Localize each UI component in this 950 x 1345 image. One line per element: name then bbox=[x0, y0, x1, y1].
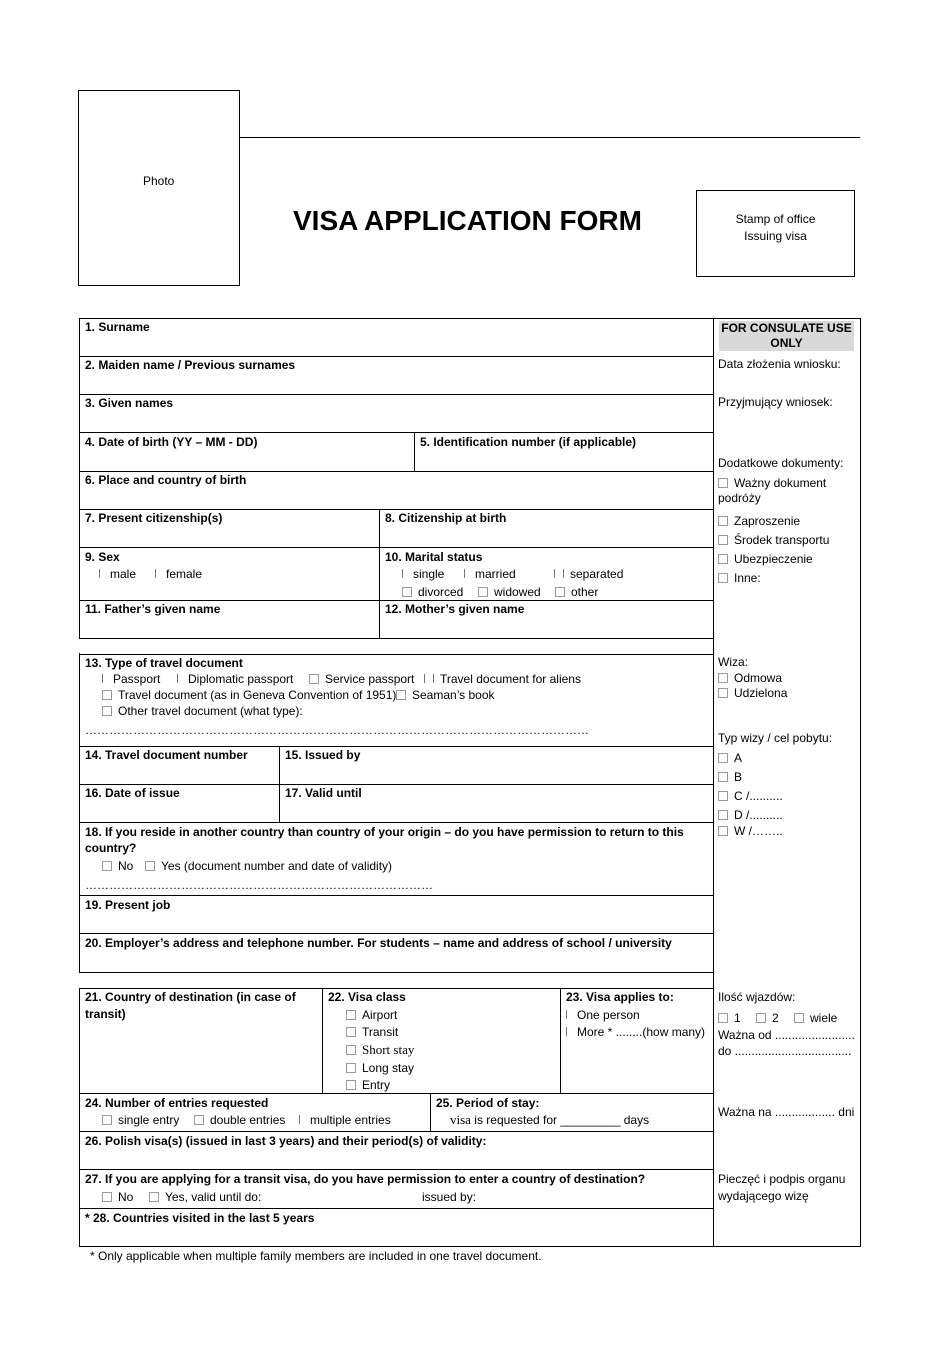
field-period-of-stay: 25. Period of stay: bbox=[436, 1096, 540, 1110]
header-rule bbox=[240, 137, 860, 138]
doc-passport-option[interactable]: Passport bbox=[102, 671, 160, 687]
col-line bbox=[414, 432, 415, 471]
visa-class-long-stay-option[interactable]: Long stay bbox=[346, 1060, 414, 1076]
field-maiden-name[interactable]: 2. Maiden name / Previous surnames bbox=[85, 358, 296, 372]
field-travel-document-type: 13. Type of travel document bbox=[85, 656, 243, 670]
footnote: * Only applicable when multiple family members are included in one travel document. bbox=[90, 1249, 542, 1263]
checkbox-icon bbox=[396, 690, 406, 700]
row-line bbox=[79, 394, 713, 395]
marital-divorced-option[interactable]: divorced bbox=[402, 584, 463, 600]
checkbox-icon bbox=[346, 1010, 356, 1020]
field-destination-country[interactable]: 21. Country of destination (in case of bbox=[85, 990, 296, 1004]
row-line bbox=[79, 1208, 713, 1209]
marital-other-option[interactable]: other bbox=[555, 584, 598, 600]
checkbox-icon bbox=[718, 478, 728, 488]
field-visa-class: 22. Visa class bbox=[328, 990, 406, 1004]
checkbox-icon bbox=[756, 1013, 766, 1023]
visa-class-short-stay-option[interactable]: Short stay bbox=[346, 1042, 414, 1058]
field-date-of-birth[interactable]: 4. Date of birth (YY – MM - DD) bbox=[85, 435, 258, 449]
docs-valid-travel-cont: podróży bbox=[718, 491, 761, 505]
checkbox-icon bbox=[346, 1027, 356, 1037]
consulate-additional-docs: Dodatkowe dokumenty: bbox=[718, 456, 844, 470]
field-given-names[interactable]: 3. Given names bbox=[85, 396, 174, 410]
consulate-heading-line-1: FOR CONSULATE USE bbox=[721, 321, 852, 335]
col-line bbox=[379, 509, 380, 638]
row-line bbox=[79, 972, 713, 973]
sex-female-option[interactable]: female bbox=[155, 566, 202, 582]
stamp-line-2: Issuing visa bbox=[744, 229, 807, 243]
visa-class-airport-option[interactable]: Airport bbox=[346, 1007, 397, 1023]
consulate-heading bbox=[719, 321, 854, 351]
visa-type-d-option[interactable]: D /.......... bbox=[718, 807, 783, 823]
col-line bbox=[560, 988, 561, 1093]
field-place-of-birth[interactable]: 6. Place and country of birth bbox=[85, 473, 247, 487]
docs-valid-travel-option[interactable]: Ważny dokument bbox=[718, 475, 826, 491]
checkbox-icon bbox=[346, 1045, 356, 1055]
checkbox-icon bbox=[402, 569, 405, 578]
stamp-line-1: Stamp of office bbox=[735, 212, 816, 226]
checkbox-icon bbox=[554, 569, 564, 578]
consulate-receiving-officer: Przyjmujący wniosek: bbox=[718, 395, 833, 409]
entries-single-option[interactable]: single entry bbox=[102, 1112, 179, 1128]
checkbox-icon bbox=[102, 861, 112, 871]
field-employer-address[interactable]: 20. Employer’s address and telephone number. For students – name and address of school / university bbox=[85, 936, 672, 950]
field-issued-by[interactable]: 15. Issued by bbox=[285, 748, 361, 762]
checkbox-icon bbox=[718, 1013, 728, 1023]
transit-issued-by[interactable]: issued by: bbox=[422, 1190, 477, 1204]
visa-type-c-option[interactable]: C /.......... bbox=[718, 788, 783, 804]
checkbox-icon bbox=[424, 674, 434, 683]
row-line bbox=[79, 432, 713, 433]
entries-double-option[interactable]: double entries bbox=[194, 1112, 285, 1128]
checkbox-icon bbox=[478, 587, 488, 597]
row-line bbox=[79, 895, 713, 896]
doc-seaman-option[interactable]: Seaman’s book bbox=[396, 687, 495, 703]
checkbox-icon bbox=[718, 688, 728, 698]
consulate-entries-label: Ilość wjazdów: bbox=[718, 990, 796, 1004]
field-sex: 9. Sex bbox=[85, 550, 120, 564]
visa-granted-option[interactable]: Udzielona bbox=[718, 685, 787, 701]
entries-count-many-option[interactable]: wiele bbox=[794, 1010, 837, 1026]
field-mothers-name[interactable]: 12. Mother’s given name bbox=[385, 602, 525, 616]
doc-service-option[interactable]: Service passport bbox=[309, 671, 414, 687]
checkbox-icon bbox=[718, 535, 728, 545]
checkbox-icon bbox=[566, 1027, 569, 1036]
field-residence-permission-cont: country? bbox=[85, 841, 137, 855]
checkbox-icon bbox=[718, 791, 728, 801]
row-line bbox=[79, 822, 713, 823]
field-present-job[interactable]: 19. Present job bbox=[85, 898, 171, 912]
field-surname[interactable]: 1. Surname bbox=[85, 320, 150, 334]
doc-other-fill-line[interactable]: ……………………………………………………………………………………………………………… bbox=[85, 723, 589, 737]
checkbox-icon bbox=[718, 753, 728, 763]
checkbox-icon bbox=[718, 810, 728, 820]
visa-refused-option[interactable]: Odmowa bbox=[718, 670, 782, 686]
consulate-heading-line-2: ONLY bbox=[770, 336, 803, 350]
consulate-visa-label: Wiza: bbox=[718, 655, 748, 669]
docs-invitation-option[interactable]: Zaproszenie bbox=[718, 513, 800, 529]
residence-no-option[interactable]: No bbox=[102, 858, 133, 874]
checkbox-icon bbox=[718, 826, 728, 836]
doc-other-option[interactable]: Other travel document (what type): bbox=[102, 703, 303, 719]
marital-separated-option[interactable]: separated bbox=[554, 566, 623, 582]
visa-class-entry-option[interactable]: Entry bbox=[346, 1077, 390, 1093]
sex-male-option[interactable]: male bbox=[99, 566, 136, 582]
consulate-submission-date: Data złożenia wniosku: bbox=[718, 357, 841, 371]
page-title: VISA APPLICATION FORM bbox=[293, 205, 642, 236]
entries-multiple-option[interactable]: multiple entries bbox=[299, 1112, 391, 1128]
consulate-valid-from[interactable]: Ważna od ........................ bbox=[718, 1028, 855, 1042]
checkbox-icon bbox=[102, 1192, 112, 1202]
checkbox-icon bbox=[102, 690, 112, 700]
visa-type-b-option[interactable]: B bbox=[718, 769, 742, 785]
checkbox-icon bbox=[402, 587, 412, 597]
marital-married-option[interactable]: married bbox=[464, 566, 516, 582]
row-line bbox=[79, 638, 713, 639]
row-line bbox=[79, 1131, 713, 1132]
checkbox-icon bbox=[145, 861, 155, 871]
checkbox-icon bbox=[718, 554, 728, 564]
checkbox-icon bbox=[149, 1192, 159, 1202]
field-number-of-entries: 24. Number of entries requested bbox=[85, 1096, 269, 1110]
visa-type-a-option[interactable]: A bbox=[718, 750, 742, 766]
field-destination-country-cont: transit) bbox=[85, 1007, 126, 1021]
doc-aliens-option[interactable]: Travel document for aliens bbox=[424, 671, 581, 687]
doc-geneva-option[interactable]: Travel document (as in Geneva Convention of 1951) bbox=[102, 687, 396, 703]
field-present-citizenship[interactable]: 7. Present citizenship(s) bbox=[85, 511, 223, 525]
field-valid-until[interactable]: 17. Valid until bbox=[285, 786, 362, 800]
checkbox-icon bbox=[718, 516, 728, 526]
checkbox-icon bbox=[99, 569, 102, 578]
consulate-signature-line-2: wydającego wizę bbox=[718, 1189, 809, 1203]
docs-transport-option[interactable]: Środek transportu bbox=[718, 532, 829, 548]
docs-insurance-option[interactable]: Ubezpieczenie bbox=[718, 551, 813, 567]
marital-widowed-option[interactable]: widowed bbox=[478, 584, 541, 600]
col-line bbox=[430, 1093, 431, 1131]
checkbox-icon bbox=[555, 587, 565, 597]
row-line bbox=[79, 933, 713, 934]
checkbox-icon bbox=[718, 673, 728, 683]
checkbox-icon bbox=[102, 1115, 112, 1125]
checkbox-icon bbox=[177, 674, 180, 683]
visa-type-w-option[interactable]: W /…….. bbox=[718, 823, 783, 839]
field-fathers-name[interactable]: 11. Father’s given name bbox=[85, 602, 221, 616]
period-visa-word: visa bbox=[450, 1112, 471, 1127]
docs-other-option[interactable]: Inne: bbox=[718, 570, 761, 586]
checkbox-icon bbox=[155, 569, 158, 578]
entries-count-2-option[interactable]: 2 bbox=[756, 1010, 779, 1026]
field-previous-polish-visas[interactable]: 26. Polish visa(s) (issued in last 3 years) and their period(s) of validity: bbox=[85, 1134, 487, 1148]
checkbox-icon bbox=[346, 1080, 356, 1090]
marital-single-option[interactable]: single bbox=[402, 566, 444, 582]
checkbox-icon bbox=[309, 674, 319, 684]
photo-label: Photo bbox=[143, 174, 175, 188]
checkbox-icon bbox=[194, 1115, 204, 1125]
checkbox-icon bbox=[794, 1013, 804, 1023]
row-line bbox=[79, 1093, 713, 1094]
field-citizenship-at-birth[interactable]: 8. Citizenship at birth bbox=[385, 511, 507, 525]
col-line bbox=[322, 988, 323, 1093]
transit-yes-option[interactable]: Yes, valid until do: bbox=[149, 1189, 261, 1205]
applies-one-person-option[interactable]: One person bbox=[566, 1007, 640, 1023]
applies-more-option[interactable]: More * ........(how many) bbox=[566, 1024, 705, 1040]
gap-cover bbox=[79, 639, 81, 653]
residence-yes-option[interactable]: Yes (document number and date of validity) bbox=[145, 858, 392, 874]
period-days-text: is requested for _________ days bbox=[474, 1113, 650, 1127]
visa-class-transit-option[interactable]: Transit bbox=[346, 1024, 398, 1040]
checkbox-icon bbox=[718, 573, 728, 583]
checkbox-icon bbox=[718, 772, 728, 782]
consulate-signature-line-1: Pieczęć i podpis organu bbox=[718, 1172, 846, 1186]
field-marital-status: 10. Marital status bbox=[385, 550, 483, 564]
checkbox-icon bbox=[299, 1115, 302, 1124]
period-of-stay-line[interactable] bbox=[450, 1112, 649, 1128]
consulate-valid-days[interactable]: Ważna na .................. dni bbox=[718, 1105, 855, 1119]
field-travel-document-number[interactable]: 14. Travel document number bbox=[85, 748, 248, 762]
consulate-visa-type-label: Typ wizy / cel pobytu: bbox=[718, 731, 833, 745]
field-identification-number[interactable]: 5. Identification number (if applicable) bbox=[420, 435, 637, 449]
field-transit-permission: 27. If you are applying for a transit visa, do you have permission to enter a country of destination? bbox=[85, 1172, 646, 1186]
field-visa-applies-to: 23. Visa applies to: bbox=[566, 990, 674, 1004]
row-line bbox=[79, 547, 713, 548]
entries-count-1-option[interactable]: 1 bbox=[718, 1010, 741, 1026]
field-residence-permission: 18. If you reside in another country than country of your origin – do you have permission to return to this bbox=[85, 825, 684, 839]
transit-no-option[interactable]: No bbox=[102, 1189, 133, 1205]
checkbox-icon bbox=[464, 569, 467, 578]
checkbox-icon bbox=[346, 1063, 356, 1073]
doc-diplomatic-option[interactable]: Diplomatic passport bbox=[177, 671, 293, 687]
residence-fill-line[interactable]: …………………………………………………………………………… bbox=[85, 878, 433, 892]
row-line bbox=[79, 1169, 713, 1170]
checkbox-icon bbox=[102, 674, 105, 683]
field-date-of-issue[interactable]: 16. Date of issue bbox=[85, 786, 180, 800]
consulate-divider bbox=[713, 318, 714, 1247]
col-line bbox=[279, 746, 280, 822]
consulate-valid-to[interactable]: do ................................... bbox=[718, 1044, 852, 1058]
checkbox-icon bbox=[566, 1010, 569, 1019]
checkbox-icon bbox=[102, 706, 112, 716]
field-countries-visited[interactable]: * 28. Countries visited in the last 5 years bbox=[85, 1211, 315, 1225]
gap-cover bbox=[79, 973, 81, 988]
